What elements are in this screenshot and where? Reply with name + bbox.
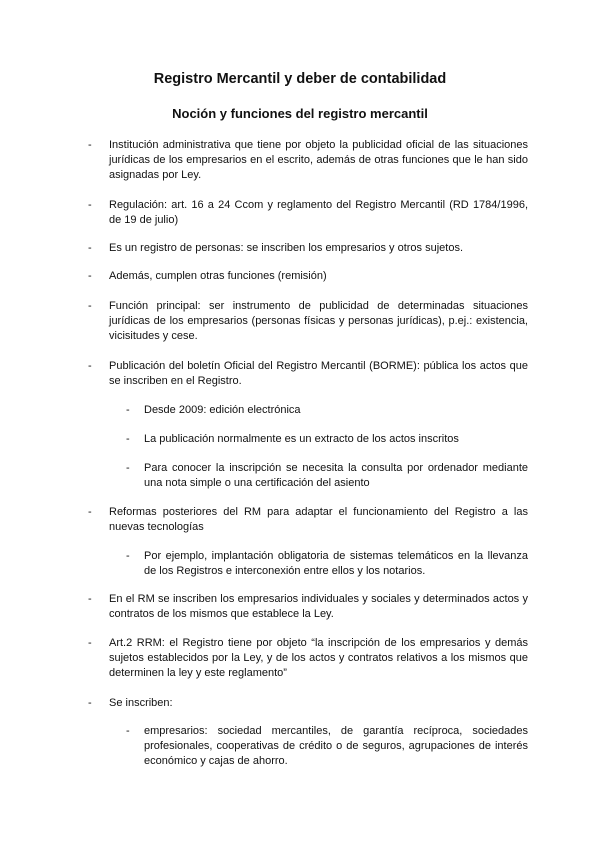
sub-list-item xyxy=(126,432,528,447)
list-item-text: Es un registro de personas: se inscriben los empresarios y otros sujetos. xyxy=(109,242,463,254)
bullet-dash: - xyxy=(88,506,92,518)
sub-list-item xyxy=(126,461,528,491)
bullet-dash: - xyxy=(88,637,92,649)
list-item-text: La publicación normalmente es un extracto de los actos inscritos xyxy=(144,433,459,445)
list-item-text: Art.2 RRM: el Registro tiene por objeto “la inscripción de los empresarios y demás sujetos establecidos por la Ley, y de los actos y contratos relativos a los mismos que determinen la ley y este reglamento” xyxy=(109,637,528,679)
sub-list-item xyxy=(126,549,528,579)
list-item xyxy=(88,241,528,256)
bullet-dash: - xyxy=(126,462,130,474)
bullet-dash: - xyxy=(126,433,130,445)
list-item-text: Desde 2009: edición electrónica xyxy=(144,404,301,416)
list-item xyxy=(88,636,528,681)
bullet-dash: - xyxy=(126,404,130,416)
bullet-dash: - xyxy=(126,550,130,562)
bullet-dash: - xyxy=(126,725,130,737)
list-item-text: Regulación: art. 16 a 24 Ccom y reglamento del Registro Mercantil (RD 1784/1996, de 19 de julio) xyxy=(109,199,528,226)
list-item-text: Reformas posteriores del RM para adaptar el funcionamiento del Registro a las nuevas tecnologías xyxy=(109,506,528,533)
list-item-text: Se inscriben: xyxy=(109,697,173,709)
list-item xyxy=(88,592,528,622)
list-item xyxy=(88,696,528,711)
list-item-text: Publicación del boletín Oficial del Registro Mercantil (BORME): pública los actos que se inscriben en el Registro. xyxy=(109,360,528,387)
list-item xyxy=(88,299,528,344)
list-item-text: Institución administrativa que tiene por objeto la publicidad oficial de las situaciones jurídicas de los empresarios en el escrito, además de otras funciones que le han sido asignadas por Ley. xyxy=(109,139,528,181)
list-item-text: empresarios: sociedad mercantiles, de garantía recíproca, sociedades profesionales, cooperativas de crédito o de seguros, agrupaciones de interés económico y cajas de ahorro. xyxy=(144,725,528,767)
list-item-text: Función principal: ser instrumento de publicidad de determinadas situaciones jurídicas de los empresarios (personas físicas y personas jurídicas), p.ej.: existencia, vicisitudes y cese. xyxy=(109,300,528,342)
bullet-dash: - xyxy=(88,593,92,605)
list-item xyxy=(88,269,528,284)
bullet-dash: - xyxy=(88,270,92,282)
document-title: Registro Mercantil y deber de contabilidad xyxy=(153,71,447,87)
list-item xyxy=(88,359,528,389)
list-item-text: Además, cumplen otras funciones (remisión) xyxy=(109,270,327,282)
sub-list-item xyxy=(126,403,528,418)
sub-list-item xyxy=(126,724,528,769)
bullet-dash: - xyxy=(88,697,92,709)
list-item-text: En el RM se inscriben los empresarios individuales y sociales y determinados actos y contratos de los mismos que establece la Ley. xyxy=(109,593,528,620)
list-item-text: Para conocer la inscripción se necesita la consulta por ordenador mediante una nota simple o una certificación del asiento xyxy=(144,462,528,489)
bullet-dash: - xyxy=(88,199,92,211)
list-item-text: Por ejemplo, implantación obligatoria de sistemas telemáticos en la llevanza de los Registros e interconexión entre ellos y los notarios. xyxy=(144,550,528,577)
bullet-dash: - xyxy=(88,300,92,312)
list-item xyxy=(88,505,528,535)
bullet-dash: - xyxy=(88,242,92,254)
bullet-dash: - xyxy=(88,360,92,372)
bullet-dash: - xyxy=(88,139,92,151)
section-heading: Noción y funciones del registro mercantil xyxy=(172,106,428,121)
list-item xyxy=(88,198,528,228)
list-item xyxy=(88,138,528,183)
